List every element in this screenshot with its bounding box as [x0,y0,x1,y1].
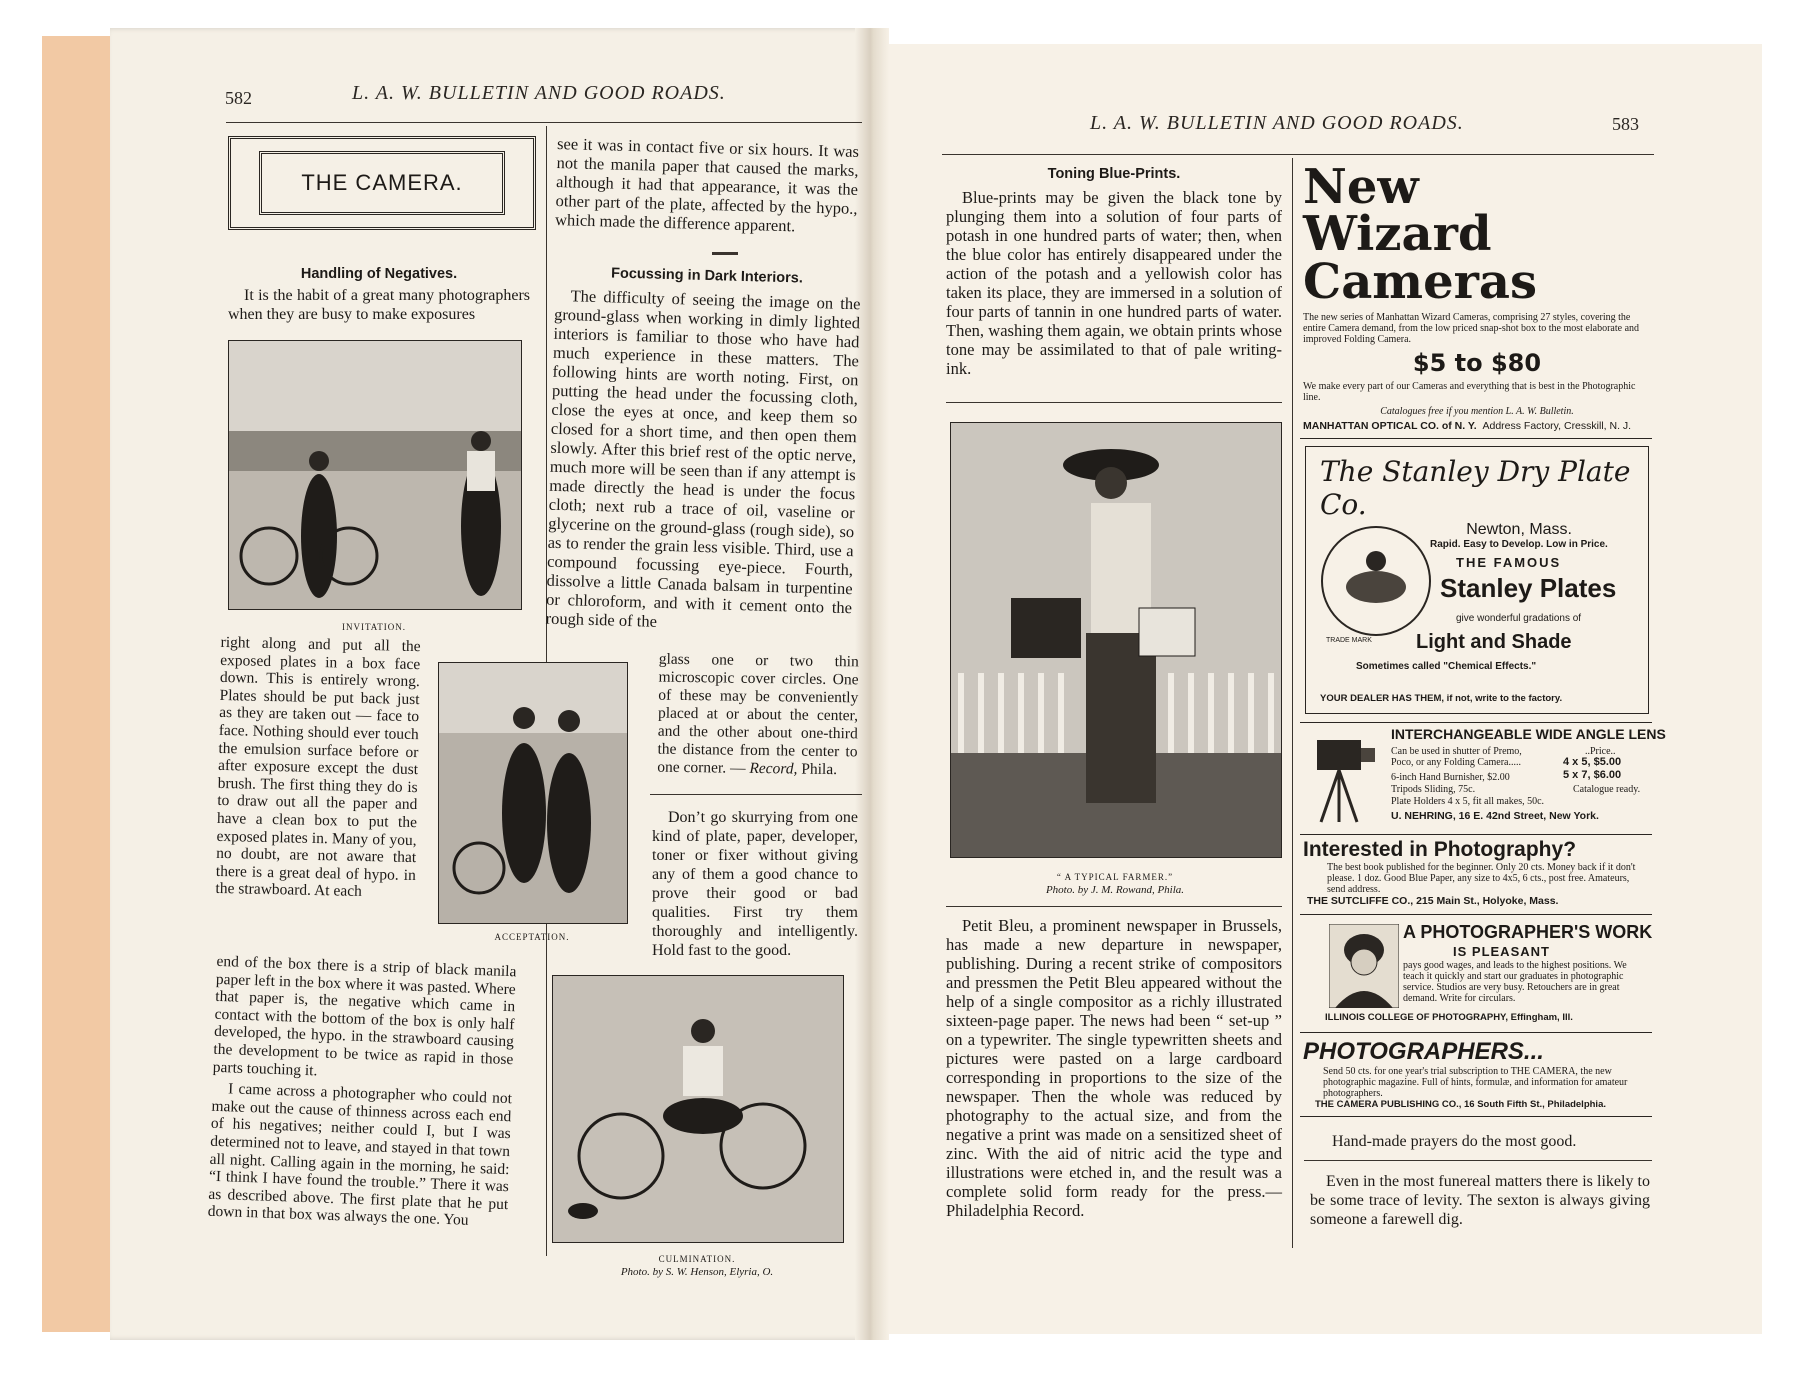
stanley-trademark-icon [1316,521,1436,641]
stanley-light-shade: Light and Shade [1416,631,1572,653]
negatives-body-2: end of the box there is a strip of black manila paper left in the box where it was pasted. Where that paper is, the negative which came in contact with the bottom of the box is only half developed, the hypo. in the strawboard causing the development to be twice as rapid in those parts touching it. I came across a photographer who could not make out the cause of thinness across each end of his negatives; neither could I, but I was determined not to leave, and stayed in that town all night. Calling again in the morning, he said: “I think I have found the trouble.” There it was as described above. The first plate that he put down in that box was always the one. You [207,952,517,1230]
focussing-body: The difficulty of seeing the image on the ground-glass when working in dimly lighted interiors is familiar to those who have had much experience in these matters. The following hints are worth noting. First, on putting the head under the focussing cloth, close the eyes at once, and keep them so closed for a short time, and then open them slowly. After this brief rest of the optic nerve, much more will be seen than if any attempt is made directly the head is under the focus cloth; next rub a trace of oil, vaseline or glycerine on the ground-glass (rough side), so as to render the grain less visible. Third, use a compound focussing eye-piece. Fourth, dissolve a little Canada balsam in turpentine or chloroform, and with it cement onto the rough side of the [545,286,861,631]
culmination-caption: CULMINATION. [658,1254,736,1264]
wizard-catalogue: Catalogues free if you mention L. A. W. Bulletin. [1380,406,1574,417]
stanley-ad [1305,446,1649,714]
column-dash [712,252,738,255]
acceptation-caption: ACCEPTATION. [494,932,570,942]
invitation-photo [228,340,522,610]
stanley-sometimes: Sometimes called "Chemical Effects." [1356,661,1537,672]
lens-line-2: 6-inch Hand Burnisher, $2.00 [1391,772,1510,783]
interested-company: THE SUTCLIFFE CO., 215 Main St., Holyoke, Mass. [1307,895,1559,907]
wizard-address: Address Factory, Cresskill, N. J. [1482,420,1632,432]
wizard-price: $5 to $80 [1412,349,1542,377]
farmer-illustration [951,423,1281,857]
wizard-desc: The new series of Manhattan Wizard Cameras, comprising 27 styles, covering the entire Camera demand, from the low priced snap-shot box to the most elaborate and improved Folding Camera. [1303,312,1640,345]
right-head-rule [942,154,1654,155]
interested-title: Interested in Photography? [1303,838,1577,861]
invitation-illustration [229,341,521,609]
filler-rule [1304,1160,1652,1161]
photographers-work-ad [1303,920,1651,1024]
work-company: ILLINOIS COLLEGE OF PHOTOGRAPHY, Effingham, Ill. [1325,1012,1573,1023]
wizard-ad [1303,159,1651,432]
note-rule [650,794,862,795]
skurrying-note: Don’t go skurrying from one kind of plate, paper, developer, toner or fixer without giving any of them a good chance to prove their good or bad qualities. First try them thoroughly and intelligently. Hold fast to the good. [652,809,858,959]
portrait-illustration [1329,924,1399,1008]
book-gutter [855,28,889,1340]
negatives-body-col2: see it was in contact five or six hours. It was not the manila paper that caused the marks, although it had that appearance, it was the other part of the plate, affected by the hypo., which made the difference apparent. [554,134,860,236]
lens-company: U. NEHRING, 16 E. 42nd Street, New York. [1391,810,1599,822]
ad-separator [1300,722,1652,723]
toning-heading: Toning Blue-Prints. [1047,166,1181,182]
camera-title-box [228,136,536,230]
negatives-intro: It is the habit of a great many photographers when they are busy to make exposures [228,287,530,323]
stanley-trade-mark: TRADE MARK [1326,637,1372,644]
right-column-rule [1292,158,1293,1248]
culmination-credit: Photo. by S. W. Henson, Elyria, O. [620,1266,774,1278]
invitation-caption: INVITATION. [341,622,406,632]
wizard-company-line [1303,420,1651,432]
wizard-title-2: Wizard [1303,206,1492,262]
toning-body: Blue-prints may be given the black tone by plunging them into a solution of four parts of potash in one hundred parts of water; then, when the blue color has entirely disappeared under the action of the potash and a yellowish color has taken its place, they are immersed in a solution of four parts of tannin in one hundred parts of water. Then, washing them again, we obtain prints whose tone may be assimilated to that of pale writing-ink. [946,188,1282,378]
wizard-title-1: New [1303,159,1419,215]
left-page-number: 582 [225,88,252,108]
stanley-brand: The Stanley Dry Plate Co. [1320,455,1631,521]
ad-separator [1300,1116,1652,1117]
petit-bleu-story: Petit Bleu, a prominent newspaper in Brussels, has made a new departure in newspaper, publishing. During a recent strike of compositors and pressmen the Petit Bleu appeared without the help of a single compositor as a richly illustrated sixteen-page paper. The news had been “ set-up ” on a typewriter. The single typewritten sheets and pictures were pasted on a large cardboard corresponding in proportions to the size of the newspaper. Then the whole was reduced by photography to the actual size, and from the negative a print was made on a sensitized sheet of zinc. With the aid of nitric acid the type and illustrations were etched in, and the result was a complete solid form ready for the press.— Philadelphia Record. [946,916,1282,1220]
lens-price-2: 5 x 7, $6.00 [1563,769,1622,781]
lens-title: INTERCHANGEABLE WIDE ANGLE LENS [1391,726,1666,742]
levity-filler: Even in the most funereal matters there is likely to be some trace of levity. The sexton is always giving someone a farewell dig. [1310,1173,1650,1228]
negatives-body-1: right along and put all the exposed plates in a box face down. This is entirely wrong. Plates should be put back just as they are taken out — face to face. Nothing should ever touch the emulsion surface before or after exposure except the dust brush. The first thing they do is to draw out all the paper and have a clean box to put the exposed plates in. Many of you, no doubt, are not aware that there is a great deal of hypo. in the strawboard. At each [215,633,421,901]
farmer-photo [950,422,1282,858]
acceptation-illustration [439,663,627,923]
culmination-illustration [553,976,843,1242]
ad-separator [1300,834,1652,835]
ad-separator [1300,914,1652,915]
interested-ad [1303,838,1651,907]
right-page-number: 583 [1612,114,1639,134]
stanley-tagline: Rapid. Easy to Develop. Low in Price. [1430,539,1608,550]
petit-bleu-rule [946,906,1282,907]
ad-separator [1300,438,1652,439]
stanley-dealer: YOUR DEALER HAS THEM, if not, write to the factory. [1320,693,1563,704]
lens-price-1: 4 x 5, $5.00 [1563,756,1622,768]
lens-line-1: Can be used in shutter of Premo, Poco, or any Folding Camera..... [1391,746,1522,768]
prayers-filler: Hand-made prayers do the most good. [1332,1133,1577,1150]
photographers-ad [1303,1038,1651,1110]
section-title: THE CAMERA. [259,151,505,215]
lens-line-4: Plate Holders 4 x 5, fit all makes, 50c. [1391,796,1545,807]
lens-line-3: Tripods Sliding, 75c. [1391,784,1476,795]
work-body: pays good wages, and leads to the highest positions. We teach it quickly and start our graduates in photographic service. Studios are very busy. Retouchers are in great demand. Write for circulars. [1403,960,1627,1004]
acceptation-photo [438,662,628,924]
camera-tripod-icon [1303,730,1383,826]
negatives-heading: Handling of Negatives. [300,266,458,282]
wizard-company: MANHATTAN OPTICAL CO. of N. Y. [1303,420,1477,432]
lens-price-head: ..Price.. [1585,746,1616,757]
wizard-note: We make every part of our Cameras and everything that is best in the Photographic line. [1303,381,1636,403]
left-running-head: L. A. W. BULLETIN AND GOOD ROADS. [352,82,726,104]
stanley-product: Stanley Plates [1440,573,1617,603]
toning-rule [946,402,1282,403]
focussing-body-cont: glass one or two thin microscopic cover circles. One of these may be conveniently placed at or about the center, and the other about one-third the distance from the center to one corner. — Record, Phila. [657,650,859,779]
interested-body: The best book published for the beginner. Only 20 cts. Money back if it don't please. 1 doz. Good Blue Paper, any size to 4x5, 6 cts., post free. Amateurs, send address. [1327,862,1636,895]
farmer-credit: Photo. by J. M. Rowand, Phila. [1045,884,1185,896]
lens-ad [1303,726,1666,830]
photographers-company: THE CAMERA PUBLISHING CO., 16 South Fifth St., Philadelphia. [1315,1099,1606,1110]
work-sub: IS PLEASANT [1453,944,1550,959]
right-running-head: L. A. W. BULLETIN AND GOOD ROADS. [1090,112,1464,134]
photographers-body: Send 50 cts. for one year's trial subscription to THE CAMERA, the new photographic magazine. Full of hints, formulæ, and information for amateur photographers. [1323,1066,1628,1099]
photographers-title: PHOTOGRAPHERS... [1303,1038,1544,1065]
ad-separator [1300,1032,1652,1033]
left-head-rule [226,122,862,123]
focussing-heading: Focussing in Dark Interiors. [610,265,804,287]
work-title: A PHOTOGRAPHER'S WORK [1403,922,1653,942]
farmer-caption: “ A TYPICAL FARMER.” [1056,872,1174,882]
culmination-photo [552,975,844,1243]
lens-catalogue: Catalogue ready. [1573,784,1641,795]
stanley-gives: give wonderful gradations of [1456,613,1582,624]
stanley-city: Newton, Mass. [1466,521,1572,538]
wizard-title-3: Cameras [1303,254,1538,310]
stanley-the-famous: THE FAMOUS [1456,555,1562,570]
